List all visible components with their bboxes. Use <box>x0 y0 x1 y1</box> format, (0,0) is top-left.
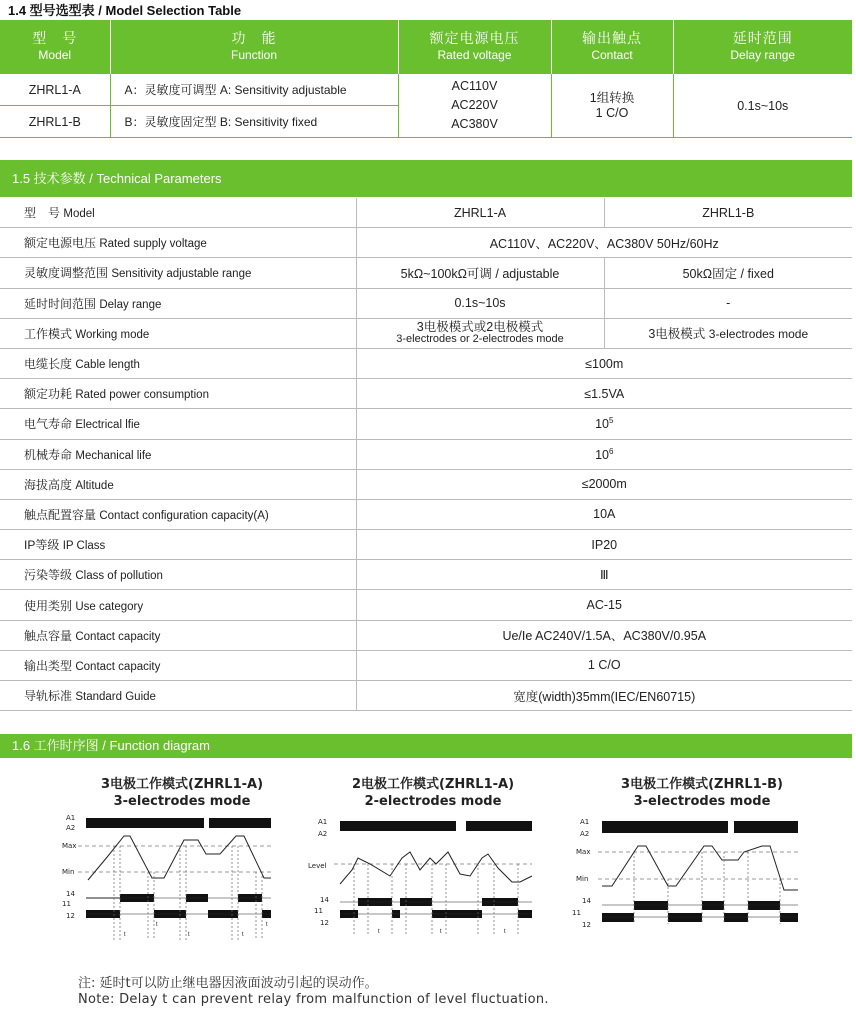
header-model: 型 号 Model <box>0 20 110 74</box>
diagram-3-title: 3电极工作模式(ZHRL1-B) 3-electrodes mode <box>621 777 783 809</box>
tech-row <box>0 258 852 288</box>
diagram-label: A1 <box>66 814 76 822</box>
model-cell: ZHRL1-A <box>0 74 110 106</box>
delay-label: t <box>266 922 268 928</box>
tech-row <box>0 439 852 469</box>
diagram-label: 14 <box>582 897 591 905</box>
delay-label: t <box>504 929 506 935</box>
diagram-label: A2 <box>580 830 590 838</box>
tech-param-label: 灵敏度调整范围 Sensitivity adjustable range <box>0 258 356 288</box>
tech-param-label: 额定功耗 Rated power consumption <box>0 379 356 409</box>
tech-param-label: 使用类别 Use category <box>0 590 356 620</box>
tech-row <box>0 469 852 499</box>
diagram-label: Max <box>62 842 77 850</box>
model-selection-table <box>0 20 852 138</box>
tech-param-value: $10^5$ <box>356 409 852 439</box>
diagram-1-title: 3电极工作模式(ZHRL1-A) 3-electrodes mode <box>100 777 264 809</box>
timing-diagram-1 <box>58 812 278 948</box>
diagram-label: 14 <box>320 896 329 904</box>
tech-param-value-a: 0.1s~10s <box>356 288 604 318</box>
tech-param-label: 机械寿命 Mechanical life <box>0 439 356 469</box>
section-bar-function-diagram: 1.6 工作时序图 / Function diagram <box>0 734 852 758</box>
tech-param-value: ≤1.5VA <box>356 379 852 409</box>
tech-param-value-a: 3电极模式或2电极模式 3-electrodes or 2-electrodes mode <box>356 318 604 348</box>
voltage-cell: AC110V AC220V AC380V <box>398 74 551 138</box>
diagram-label: 11 <box>62 900 71 908</box>
diagram-label: 11 <box>314 907 323 915</box>
diagram-label: Min <box>62 868 75 876</box>
tech-row <box>0 228 852 258</box>
tech-param-value: 宽度(width)35mm(IEC/EN60715) <box>356 681 852 711</box>
diagram-2-title: 2电极工作模式(ZHRL1-A) 2-electrodes mode <box>351 777 515 809</box>
delay-label: t <box>156 922 158 928</box>
tech-row <box>0 530 852 560</box>
tech-row <box>0 348 852 378</box>
tech-param-label: 污染等级 Class of pollution <box>0 560 356 590</box>
delay-label: t <box>188 932 190 938</box>
tech-param-label: 型 号 Model <box>0 198 356 228</box>
tech-param-label: 电缆长度 Cable length <box>0 348 356 378</box>
delay-cell: 0.1s~10s <box>673 74 852 138</box>
section-title-model-selection: 1.4 型号选型表 / Model Selection Table <box>8 3 242 18</box>
tech-param-label: IP等级 IP Class <box>0 530 356 560</box>
tech-param-value: 10A <box>356 499 852 529</box>
table-row <box>0 74 852 106</box>
tech-param-label: 输出类型 Contact capacity <box>0 650 356 680</box>
diagram-label: 11 <box>572 909 581 917</box>
diagram-label: A2 <box>66 824 76 832</box>
tech-row <box>0 620 852 650</box>
tech-param-value-b: 3电极模式 3-electrodes mode <box>604 318 852 348</box>
tech-row <box>0 379 852 409</box>
tech-param-value: Ⅲ <box>356 560 852 590</box>
timing-diagram-3 <box>572 812 804 934</box>
tech-param-value: ≤100m <box>356 348 852 378</box>
tech-param-label: 额定电源电压 Rated supply voltage <box>0 228 356 258</box>
delay-label: t <box>124 932 126 938</box>
function-cell: B：灵敏度固定型 B: Sensitivity fixed <box>110 106 398 138</box>
tech-row <box>0 409 852 439</box>
function-cell: A：灵敏度可调型 A: Sensitivity adjustable <box>110 74 398 106</box>
tech-param-label: 导轨标准 Standard Guide <box>0 681 356 711</box>
tech-param-value-a: ZHRL1-A <box>356 198 604 228</box>
note-zh: 注: 延时t可以防止继电器因液面波动引起的误动作。 <box>78 976 378 991</box>
tech-row <box>0 681 852 711</box>
tech-param-value: AC110V、AC220V、AC380V 50Hz/60Hz <box>356 228 852 258</box>
tech-param-value: Ue/Ie AC240V/1.5A、AC380V/0.95A <box>356 620 852 650</box>
diagram-label: A2 <box>318 830 328 838</box>
tech-param-value-b: - <box>604 288 852 318</box>
diagram-label: 12 <box>320 919 329 927</box>
header-voltage: 额定电源电压 Rated voltage <box>398 20 551 74</box>
note-en: Note: Delay t can prevent relay from malfunction of level fluctuation. <box>78 992 549 1007</box>
tech-param-label: 电气寿命 Electrical lfie <box>0 409 356 439</box>
contact-cell: 1组转换 1 C/O <box>551 74 673 138</box>
tech-param-value: $10^6$ <box>356 439 852 469</box>
diagram-label: 14 <box>66 890 75 898</box>
section-bar-technical-parameters: 1.5 技术参数 / Technical Parameters <box>0 160 852 197</box>
tech-param-value: IP20 <box>356 530 852 560</box>
tech-row <box>0 198 852 228</box>
tech-param-label: 触点配置容量 Contact configuration capacity(A) <box>0 499 356 529</box>
diagram-label: Max <box>576 848 591 856</box>
tech-row <box>0 288 852 318</box>
tech-row <box>0 650 852 680</box>
header-function: 功 能 Function <box>110 20 398 74</box>
delay-label: t <box>242 932 244 938</box>
tech-param-label: 触点容量 Contact capacity <box>0 620 356 650</box>
tech-param-value: 1 C/O <box>356 650 852 680</box>
tech-param-value-b: 50kΩ固定 / fixed <box>604 258 852 288</box>
delay-label: t <box>440 929 442 935</box>
tech-row <box>0 560 852 590</box>
header-contact: 输出触点 Contact <box>551 20 673 74</box>
tech-param-value-a: 5kΩ~100kΩ可调 / adjustable <box>356 258 604 288</box>
diagram-label: 12 <box>66 912 75 920</box>
tech-param-label: 海拔高度 Altitude <box>0 469 356 499</box>
diagram-label: A1 <box>580 818 590 826</box>
delay-label: t <box>378 929 380 935</box>
tech-row <box>0 590 852 620</box>
tech-param-label: 延时时间范围 Delay range <box>0 288 356 318</box>
diagram-label: A1 <box>318 818 328 826</box>
tech-param-value-b: ZHRL1-B <box>604 198 852 228</box>
tech-param-value: AC-15 <box>356 590 852 620</box>
technical-parameters-table <box>0 198 852 711</box>
tech-param-value: ≤2000m <box>356 469 852 499</box>
diagram-label: 12 <box>582 921 591 929</box>
tech-param-label: 工作模式 Working mode <box>0 318 356 348</box>
tech-row <box>0 318 852 348</box>
timing-diagram-2 <box>306 812 538 942</box>
diagram-label: Min <box>576 875 589 883</box>
table-header-row <box>0 20 852 74</box>
diagram-label: Level <box>308 862 327 870</box>
header-delay: 延时范围 Delay range <box>673 20 852 74</box>
tech-row <box>0 499 852 529</box>
model-cell: ZHRL1-B <box>0 106 110 138</box>
